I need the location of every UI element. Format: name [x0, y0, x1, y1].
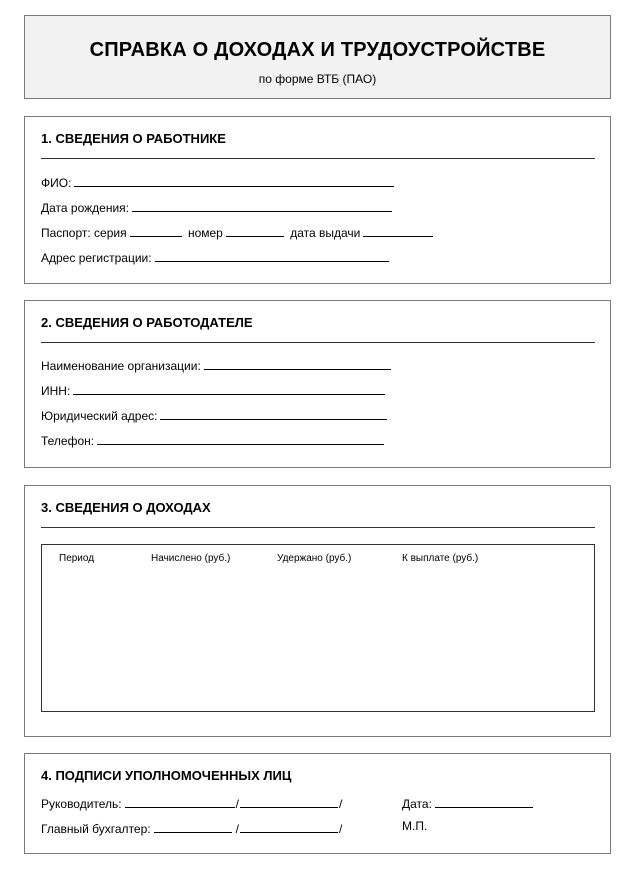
legal-address-row	[41, 406, 387, 423]
birth-label: Дата рождения:	[41, 201, 129, 215]
date-label: Дата:	[402, 797, 432, 811]
section-employer	[24, 300, 611, 468]
address-field[interactable]	[155, 248, 389, 262]
birth-date-field[interactable]	[132, 198, 392, 212]
inn-row	[41, 381, 385, 398]
address-row	[41, 248, 389, 265]
column-header-payable: К выплате (руб.)	[402, 553, 479, 564]
director-label: Руководитель:	[41, 797, 122, 811]
passport-series-label: Паспорт: серия	[41, 226, 127, 240]
phone-label: Телефон:	[41, 434, 95, 448]
slash: /	[338, 822, 343, 836]
slash: /	[235, 797, 239, 811]
slash: /	[339, 797, 343, 811]
org-row	[41, 356, 391, 373]
document-title: СПРАВКА О ДОХОДАХ И ТРУДОУСТРОЙСТВЕ	[89, 39, 546, 61]
divider	[41, 158, 595, 159]
fio-field[interactable]	[74, 173, 394, 187]
column-header-period: Период	[59, 553, 95, 564]
org-label: Наименование организации:	[41, 359, 201, 373]
divider	[41, 527, 595, 528]
section-title: 3. СВЕДЕНИЯ О ДОХОДАХ	[41, 500, 211, 515]
section-signatures	[24, 753, 611, 854]
section-title: 4. ПОДПИСИ УПОЛНОМОЧЕННЫХ ЛИЦ	[41, 768, 292, 783]
date-row	[402, 794, 533, 811]
inn-field[interactable]	[73, 381, 385, 395]
fio-row	[41, 173, 394, 190]
section-title: 2. СВЕДЕНИЯ О РАБОТОДАТЕЛЕ	[41, 315, 253, 330]
director-name-field[interactable]	[240, 794, 338, 808]
inn-label: ИНН:	[41, 384, 71, 398]
section-employee	[24, 116, 611, 284]
passport-date-label: дата выдачи	[290, 226, 361, 240]
phone-field[interactable]	[97, 431, 384, 445]
address-label: Адрес регистрации:	[41, 251, 152, 265]
fio-label: ФИО:	[41, 176, 72, 190]
document-subtitle: по форме ВТБ (ПАО)	[258, 72, 377, 86]
phone-row	[41, 431, 384, 448]
passport-series-field[interactable]	[130, 223, 182, 237]
section-income	[24, 485, 611, 737]
birth-row	[41, 198, 392, 215]
legal-address-field[interactable]	[160, 406, 387, 420]
slash: /	[235, 822, 239, 836]
document-header	[24, 15, 611, 99]
passport-row	[41, 223, 433, 240]
accountant-name-field[interactable]	[240, 819, 338, 833]
divider	[41, 342, 595, 343]
stamp-place: М.П.	[402, 819, 428, 833]
passport-number-label: номер	[187, 226, 223, 240]
section-title: 1. СВЕДЕНИЯ О РАБОТНИКЕ	[41, 131, 226, 146]
column-header-withheld: Удержано (руб.)	[277, 553, 352, 564]
passport-date-field[interactable]	[363, 223, 433, 237]
column-header-accrued: Начислено (руб.)	[151, 553, 231, 564]
date-field[interactable]	[435, 794, 533, 808]
director-row	[41, 794, 343, 811]
director-signature-field[interactable]	[125, 794, 235, 808]
accountant-label: Главный бухгалтер:	[41, 822, 151, 836]
accountant-row	[41, 819, 343, 836]
accountant-signature-field[interactable]	[154, 819, 232, 833]
legal-address-label: Юридический адрес:	[41, 409, 158, 423]
passport-number-field[interactable]	[226, 223, 284, 237]
income-table	[41, 544, 595, 712]
org-field[interactable]	[204, 356, 391, 370]
